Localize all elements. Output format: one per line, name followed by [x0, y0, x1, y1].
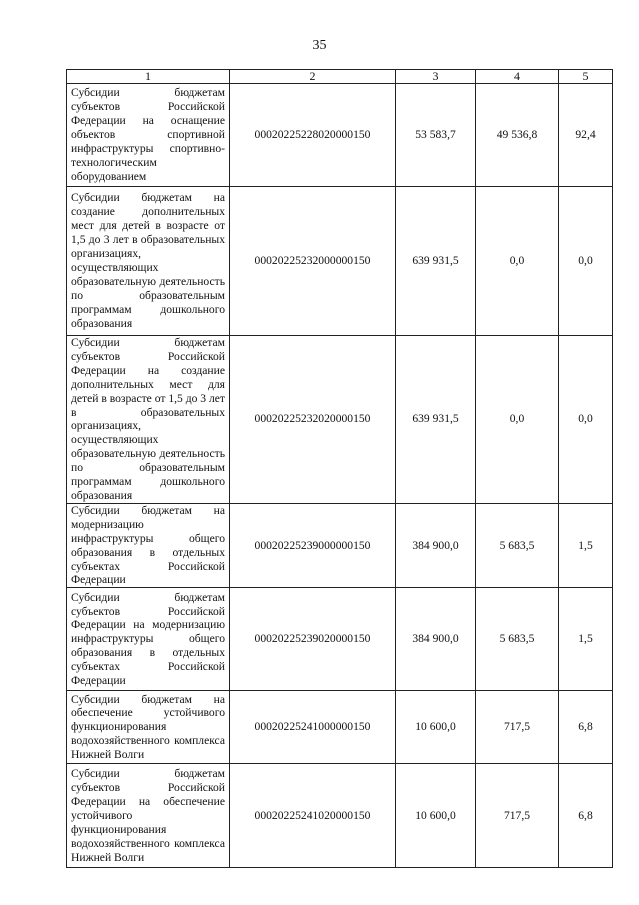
table-header-row [67, 70, 613, 84]
row-name: Субсидии бюджетам на создание дополнительных мест для детей в возрасте от 1,5 до 3 лет в образовательных организациях, осуществляющих образовательную деятельность по образовательным программам дошкольного образования [67, 187, 230, 336]
row-value-3: 639 931,5 [396, 336, 476, 504]
row-value-5: 6,8 [559, 764, 613, 868]
row-code: 00020225232020000150 [230, 336, 396, 504]
row-code: 00020225232000000150 [230, 187, 396, 336]
row-value-4: 0,0 [476, 336, 559, 504]
table-row [67, 336, 613, 504]
header-col-5: 5 [559, 70, 613, 84]
table-row [67, 691, 613, 764]
row-value-4: 717,5 [476, 691, 559, 764]
row-name: Субсидии бюджетам субъектов Российской Федерации на обеспечение устойчивого функционирования водохозяйственного комплекса Нижней Волги [67, 764, 230, 868]
row-name: Субсидии бюджетам на модернизацию инфраструктуры общего образования в отдельных субъектах Российской Федерации [67, 503, 230, 587]
row-value-4: 5 683,5 [476, 503, 559, 587]
row-code: 00020225228020000150 [230, 84, 396, 187]
row-value-5: 1,5 [559, 503, 613, 587]
table-row [67, 503, 613, 587]
page-number: 35 [312, 38, 327, 53]
row-value-3: 53 583,7 [396, 84, 476, 187]
header-col-3: 3 [396, 70, 476, 84]
row-value-3: 10 600,0 [396, 691, 476, 764]
header-col-4: 4 [476, 70, 559, 84]
row-value-5: 0,0 [559, 187, 613, 336]
row-value-3: 639 931,5 [396, 187, 476, 336]
table-row [67, 588, 613, 691]
row-value-4: 0,0 [476, 187, 559, 336]
row-code: 00020225241000000150 [230, 691, 396, 764]
row-code: 00020225239020000150 [230, 588, 396, 691]
row-code: 00020225241020000150 [230, 764, 396, 868]
header-col-1: 1 [67, 70, 230, 84]
row-code: 00020225239000000150 [230, 503, 396, 587]
row-name: Субсидии бюджетам на обеспечение устойчивого функционирования водохозяйственного комплекса Нижней Волги [67, 691, 230, 764]
row-value-3: 384 900,0 [396, 503, 476, 587]
row-value-5: 0,0 [559, 336, 613, 504]
row-name: Субсидии бюджетам субъектов Российской Федерации на модернизацию инфраструктуры общего образования в отдельных субъектах Российской Федерации [67, 588, 230, 691]
row-value-3: 384 900,0 [396, 588, 476, 691]
row-name: Субсидии бюджетам субъектов Российской Федерации на оснащение объектов спортивной инфраструктуры спортивно-технологическим оборудованием [67, 84, 230, 187]
table-row [67, 187, 613, 336]
row-value-5: 6,8 [559, 691, 613, 764]
row-name: Субсидии бюджетам субъектов Российской Федерации на создание дополнительных мест для детей в возрасте от 1,5 до 3 лет в образовательных организациях, осуществляющих образовательную деятельность по образовательным программам дошкольного образования [67, 336, 230, 504]
table-row [67, 764, 613, 868]
row-value-4: 49 536,8 [476, 84, 559, 187]
table-row [67, 84, 613, 187]
row-value-5: 92,4 [559, 84, 613, 187]
row-value-5: 1,5 [559, 588, 613, 691]
row-value-4: 717,5 [476, 764, 559, 868]
header-col-2: 2 [230, 70, 396, 84]
row-value-3: 10 600,0 [396, 764, 476, 868]
subsidies-table [66, 69, 613, 868]
row-value-4: 5 683,5 [476, 588, 559, 691]
